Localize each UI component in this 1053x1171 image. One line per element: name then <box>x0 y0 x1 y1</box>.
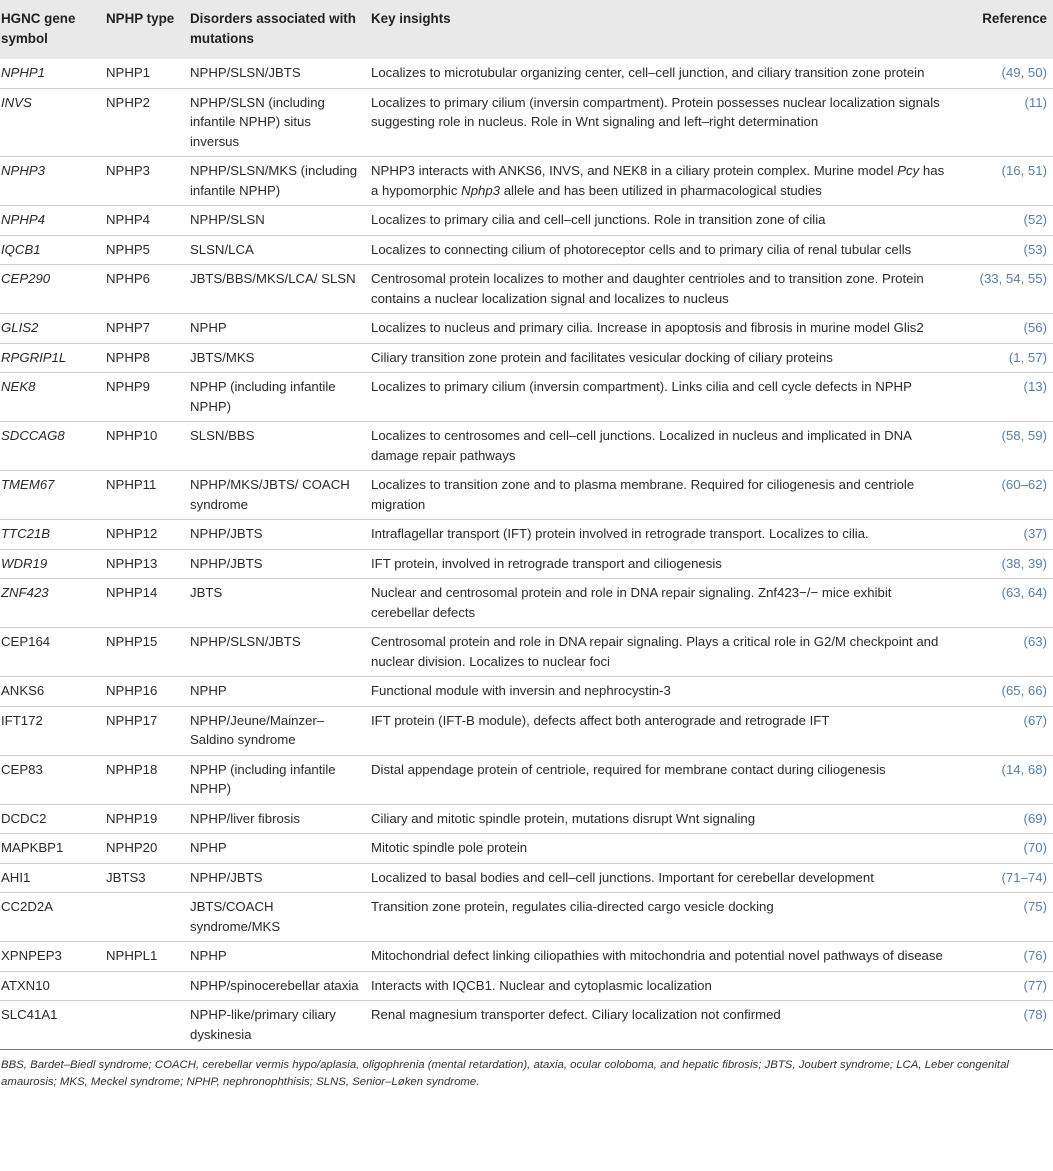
disorders-cell: NPHP-like/primary ciliary dyskinesia <box>185 1001 366 1050</box>
table-row <box>0 893 1053 942</box>
gene-symbol-cell: CC2D2A <box>0 893 103 942</box>
reference-link[interactable]: (78) <box>952 1001 1053 1050</box>
key-insights-cell <box>366 893 952 942</box>
disorders-cell: NPHP/JBTS <box>185 863 366 893</box>
key-insights-cell <box>366 755 952 804</box>
gene-symbol-cell: AHI1 <box>0 863 103 893</box>
table-row <box>0 422 1053 471</box>
key-insights-cell <box>366 373 952 422</box>
gene-symbol-cell: IQCB1 <box>0 235 103 265</box>
insight-text: Localizes to microtubular organizing center, cell–cell junction, and ciliary transition zone protein <box>371 65 925 80</box>
disorders-cell: NPHP (including infantile NPHP) <box>185 373 366 422</box>
header-key-insights: Key insights <box>366 0 952 59</box>
insight-text: Centrosomal protein and role in DNA repair signaling. Plays a critical role in G2/M checkpoint and nuclear division. Localizes to nuclear foci <box>371 634 939 669</box>
table-row <box>0 863 1053 893</box>
table-row <box>0 343 1053 373</box>
key-insights-cell <box>366 471 952 520</box>
key-insights-cell <box>366 706 952 755</box>
reference-link[interactable]: (52) <box>952 206 1053 236</box>
nphp-type-cell: NPHP12 <box>103 520 185 550</box>
key-insights-cell <box>366 942 952 972</box>
insight-text: Localizes to primary cilium (inversin compartment). Links cilia and cell cycle defects in NPHP <box>371 379 912 394</box>
nphp-type-cell <box>103 971 185 1001</box>
insight-text: NPHP3 interacts with ANKS6, INVS, and NEK8 in a ciliary protein complex. Murine model <box>371 163 898 178</box>
reference-link[interactable]: (67) <box>952 706 1053 755</box>
reference-link[interactable]: (58, 59) <box>952 422 1053 471</box>
key-insights-cell <box>366 422 952 471</box>
nphp-type-cell: NPHP18 <box>103 755 185 804</box>
nphp-type-cell: NPHP11 <box>103 471 185 520</box>
table-row <box>0 206 1053 236</box>
nphp-type-cell <box>103 893 185 942</box>
nphp-type-cell: NPHP8 <box>103 343 185 373</box>
disorders-cell: JBTS/MKS <box>185 343 366 373</box>
header-row <box>0 0 1053 59</box>
nphp-type-cell: NPHP7 <box>103 314 185 344</box>
insight-text: Renal magnesium transporter defect. Ciliary localization not confirmed <box>371 1007 781 1022</box>
table-row <box>0 549 1053 579</box>
gene-symbol-cell: GLIS2 <box>0 314 103 344</box>
nphp-type-cell: NPHP5 <box>103 235 185 265</box>
nphp-type-cell: NPHP3 <box>103 157 185 206</box>
nphp-type-cell: NPHP14 <box>103 579 185 628</box>
nphp-type-cell: NPHP10 <box>103 422 185 471</box>
disorders-cell: SLSN/BBS <box>185 422 366 471</box>
key-insights-cell <box>366 628 952 677</box>
disorders-cell: NPHP/MKS/JBTS/ COACH syndrome <box>185 471 366 520</box>
insight-text: Localizes to transition zone and to plasma membrane. Required for ciliogenesis and centriole migration <box>371 477 915 512</box>
gene-symbol-cell: IFT172 <box>0 706 103 755</box>
nphp-type-cell: NPHP13 <box>103 549 185 579</box>
insight-text: Localizes to nucleus and primary cilia. Increase in apoptosis and fibrosis in murine model Glis2 <box>371 320 924 335</box>
disorders-cell: NPHP <box>185 942 366 972</box>
table-footnote: BBS, Bardet–Biedl syndrome; COACH, cerebellar vermis hypo/aplasia, oligophrenia (mental retardation), ataxia, ocular coloboma, and hepatic fibrosis; JBTS, Joubert syndrome; LCA, Leber congenital amaurosis; MKS, Meckel syndrome; NPHP, nephronophthisis; SLNS, Senior–Løken syndrome. <box>1 1059 1009 1088</box>
reference-link[interactable]: (65, 66) <box>952 677 1053 707</box>
reference-link[interactable]: (77) <box>952 971 1053 1001</box>
nphp-type-cell: NPHP9 <box>103 373 185 422</box>
reference-link[interactable]: (37) <box>952 520 1053 550</box>
key-insights-cell <box>366 804 952 834</box>
insight-italic-text: Nphp3 <box>461 182 501 198</box>
disorders-cell: NPHP <box>185 314 366 344</box>
insight-text: Localizes to centrosomes and cell–cell junctions. Localized in nucleus and implicated in DNA damage repair pathways <box>371 428 912 463</box>
table-row <box>0 677 1053 707</box>
table-row <box>0 471 1053 520</box>
insight-text: Nuclear and centrosomal protein and role in DNA repair signaling. Znf423−/− mice exhibit cerebellar defects <box>371 585 892 620</box>
reference-link[interactable]: (63, 64) <box>952 579 1053 628</box>
gene-symbol-cell: TTC21B <box>0 520 103 550</box>
reference-link[interactable]: (33, 54, 55) <box>952 265 1053 314</box>
key-insights-cell <box>366 834 952 864</box>
header-disorders: Disorders associated with mutations <box>185 0 366 59</box>
nphp-type-cell: NPHP6 <box>103 265 185 314</box>
gene-symbol-cell: SDCCAG8 <box>0 422 103 471</box>
table-row <box>0 834 1053 864</box>
disorders-cell: NPHP/SLSN/JBTS <box>185 59 366 88</box>
table-row <box>0 157 1053 206</box>
gene-symbol-cell: CEP83 <box>0 755 103 804</box>
nphp-type-cell: NPHP17 <box>103 706 185 755</box>
key-insights-cell <box>366 579 952 628</box>
disorders-cell: NPHP/JBTS <box>185 549 366 579</box>
table-header <box>0 0 1053 59</box>
insight-text: Mitotic spindle pole protein <box>371 840 528 855</box>
insight-text: Transition zone protein, regulates cilia-directed cargo vesicle docking <box>371 899 774 914</box>
disorders-cell: NPHP/JBTS <box>185 520 366 550</box>
disorders-cell: NPHP/spinocerebellar ataxia <box>185 971 366 1001</box>
key-insights-cell <box>366 520 952 550</box>
nphp-type-cell: NPHP15 <box>103 628 185 677</box>
table-row <box>0 235 1053 265</box>
table-row <box>0 755 1053 804</box>
reference-link[interactable]: (53) <box>952 235 1053 265</box>
nphp-type-cell: NPHP20 <box>103 834 185 864</box>
gene-symbol-cell: ANKS6 <box>0 677 103 707</box>
insight-text: Ciliary and mitotic spindle protein, mutations disrupt Wnt signaling <box>371 810 756 826</box>
insight-text: has a hypomorphic <box>371 163 945 198</box>
disorders-cell: NPHP/SLSN/JBTS <box>185 628 366 677</box>
table-row <box>0 1001 1053 1050</box>
key-insights-cell <box>366 314 952 344</box>
gene-symbol-cell: NPHP4 <box>0 206 103 236</box>
gene-symbol-cell: CEP164 <box>0 628 103 677</box>
disorders-cell: NPHP/SLSN/MKS (including infantile NPHP) <box>185 157 366 206</box>
table-row <box>0 706 1053 755</box>
gene-symbol-cell: SLC41A1 <box>0 1001 103 1050</box>
disorders-cell: NPHP <box>185 677 366 707</box>
insight-text: Intraflagellar transport (IFT) protein involved in retrograde transport. Localizes to cilia. <box>371 526 869 541</box>
insight-text: allele and has been utilized in pharmacological studies <box>500 182 822 198</box>
key-insights-cell <box>366 157 952 206</box>
gene-symbol-cell: DCDC2 <box>0 804 103 834</box>
key-insights-cell <box>366 677 952 707</box>
reference-link[interactable]: (14, 68) <box>952 755 1053 804</box>
reference-link[interactable]: (76) <box>952 942 1053 972</box>
table-row <box>0 88 1053 157</box>
gene-symbol-cell: MAPKBP1 <box>0 834 103 864</box>
gene-symbol-cell: XPNPEP3 <box>0 942 103 972</box>
table-row <box>0 373 1053 422</box>
gene-symbol-cell: ZNF423 <box>0 579 103 628</box>
nphp-type-cell <box>103 1001 185 1050</box>
reference-link[interactable]: (63) <box>952 628 1053 677</box>
nphp-type-cell: NPHP4 <box>103 206 185 236</box>
nphp-type-cell: NPHP19 <box>103 804 185 834</box>
gene-symbol-cell: NPHP3 <box>0 157 103 206</box>
disorders-cell: NPHP (including infantile NPHP) <box>185 755 366 804</box>
gene-symbol-cell: INVS <box>0 88 103 157</box>
nphp-type-cell: NPHP1 <box>103 59 185 88</box>
reference-link[interactable]: (13) <box>952 373 1053 422</box>
insight-text: Distal appendage protein of centriole, required for membrane contact during ciliogenesis <box>371 761 886 777</box>
insight-text: Interacts with IQCB1. Nuclear and cytoplasmic localization <box>371 977 712 993</box>
insight-text: Localized to basal bodies and cell–cell junctions. Important for cerebellar development <box>371 869 874 885</box>
header-gene-symbol: HGNC gene symbol <box>0 0 103 59</box>
table-row <box>0 971 1053 1001</box>
disorders-cell: NPHP/SLSN <box>185 206 366 236</box>
key-insights-cell <box>366 88 952 157</box>
insight-text: IFT protein, involved in retrograde transport and ciliogenesis <box>371 555 722 571</box>
insight-text: Functional module with inversin and nephrocystin-3 <box>371 683 671 698</box>
disorders-cell: NPHP/liver fibrosis <box>185 804 366 834</box>
reference-link[interactable]: (38, 39) <box>952 549 1053 579</box>
gene-symbol-cell: RPGRIP1L <box>0 343 103 373</box>
key-insights-cell <box>366 235 952 265</box>
insight-text: Mitochondrial defect linking ciliopathies with mitochondria and potential novel pathways of disease <box>371 948 943 963</box>
insight-text: Centrosomal protein localizes to mother and daughter centrioles and to transition zone. Protein contains a nuclear localization signal and localizes to nucleus <box>371 271 924 306</box>
key-insights-cell <box>366 863 952 893</box>
insight-text: Localizes to connecting cilium of photoreceptor cells and to primary cilia of renal tubular cells <box>371 241 912 257</box>
reference-link[interactable]: (1, 57) <box>952 343 1053 373</box>
key-insights-cell <box>366 343 952 373</box>
reference-link[interactable]: (56) <box>952 314 1053 344</box>
table-row <box>0 265 1053 314</box>
key-insights-cell <box>366 549 952 579</box>
disorders-cell: JBTS/COACH syndrome/MKS <box>185 893 366 942</box>
table-row <box>0 628 1053 677</box>
gene-symbol-cell: NEK8 <box>0 373 103 422</box>
gene-symbol-cell: TMEM67 <box>0 471 103 520</box>
nphp-type-cell: NPHPL1 <box>103 942 185 972</box>
insight-italic-text: Pcy <box>897 163 920 178</box>
reference-link[interactable]: (71–74) <box>952 863 1053 893</box>
table-row <box>0 942 1053 972</box>
reference-link[interactable]: (69) <box>952 804 1053 834</box>
key-insights-cell <box>366 971 952 1001</box>
insight-text: Localizes to primary cilium (inversin compartment). Protein possesses nuclear localization signals suggesting role in nucleus. Role in Wnt signaling and left–right determination <box>371 94 940 129</box>
reference-link[interactable]: (11) <box>952 88 1053 157</box>
nphp-type-cell: NPHP2 <box>103 88 185 157</box>
key-insights-cell <box>366 59 952 88</box>
table-body <box>0 59 1053 1050</box>
reference-link[interactable]: (49, 50) <box>952 59 1053 88</box>
nphp-type-cell: NPHP16 <box>103 677 185 707</box>
reference-link[interactable]: (75) <box>952 893 1053 942</box>
disorders-cell: JBTS <box>185 579 366 628</box>
gene-symbol-cell: NPHP1 <box>0 59 103 88</box>
disorders-cell: NPHP/SLSN (including infantile NPHP) situs inversus <box>185 88 366 157</box>
table-row <box>0 314 1053 344</box>
insight-text: Localizes to primary cilia and cell–cell junctions. Role in transition zone of cilia <box>371 212 826 227</box>
key-insights-cell <box>366 206 952 236</box>
table-row <box>0 804 1053 834</box>
table-row <box>0 59 1053 88</box>
header-nphp-type: NPHP type <box>103 0 185 59</box>
key-insights-cell <box>366 265 952 314</box>
key-insights-cell <box>366 1001 952 1050</box>
insight-text: Ciliary transition zone protein and facilitates vesicular docking of ciliary proteins <box>371 349 833 365</box>
insight-text: IFT protein (IFT-B module), defects affect both anterograde and retrograde IFT <box>371 712 830 728</box>
nphp-type-cell: JBTS3 <box>103 863 185 893</box>
table-row <box>0 520 1053 550</box>
reference-link[interactable]: (70) <box>952 834 1053 864</box>
disorders-cell: NPHP/Jeune/Mainzer–Saldino syndrome <box>185 706 366 755</box>
gene-symbol-cell: ATXN10 <box>0 971 103 1001</box>
reference-link[interactable]: (60–62) <box>952 471 1053 520</box>
table-row <box>0 579 1053 628</box>
gene-symbol-cell: CEP290 <box>0 265 103 314</box>
gene-symbol-cell: WDR19 <box>0 549 103 579</box>
disorders-cell: JBTS/BBS/MKS/LCA/ SLSN <box>185 265 366 314</box>
disorders-cell: NPHP <box>185 834 366 864</box>
header-reference: Reference <box>952 0 1053 59</box>
reference-link[interactable]: (16, 51) <box>952 157 1053 206</box>
disorders-cell: SLSN/LCA <box>185 235 366 265</box>
